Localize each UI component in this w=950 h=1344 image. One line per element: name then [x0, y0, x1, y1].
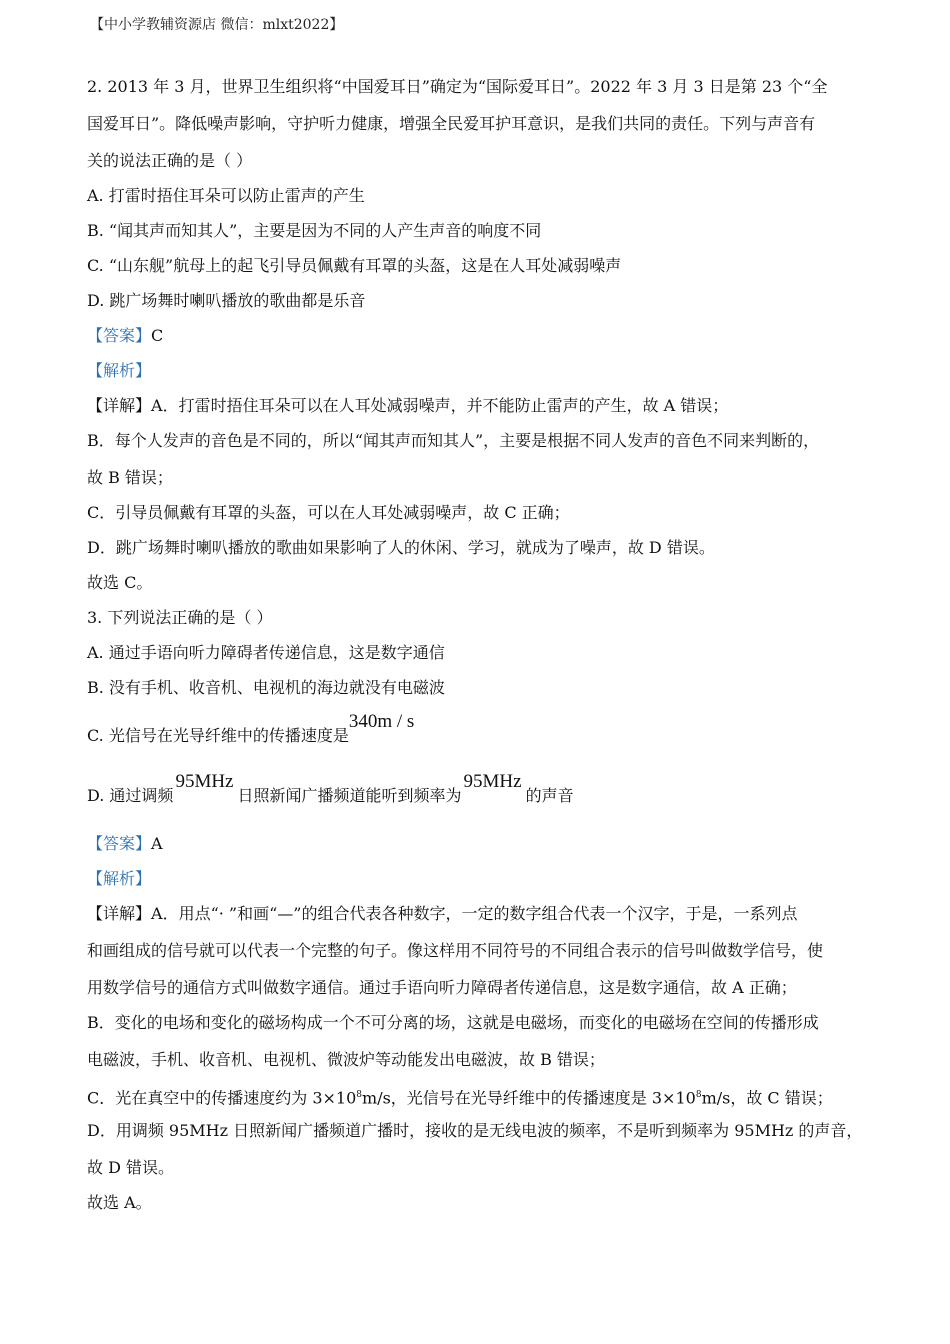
- q3-answer: [87, 834, 163, 854]
- q2-option-b: B. “闻其声而知其人”，主要是因为不同的人产生声音的响度不同: [87, 221, 542, 240]
- q2-detail-b-line1: B．每个人发声的音色是不同的，所以“闻其声而知其人”，主要是根据不同人发声的音色不同来判断的，: [87, 431, 820, 450]
- q3-detail-c: [87, 1085, 833, 1108]
- q3-option-d-text3: 的声音: [525, 786, 574, 805]
- q2-detail-d: D．跳广场舞时喇叭播放的歌曲如果影响了人的休闲、学习，就成为了噪声，故 D 错误。: [87, 538, 715, 557]
- q3-detail-c-exponent2: 8: [695, 1090, 702, 1100]
- q3-detail-tag: 【详解】: [87, 904, 152, 923]
- q3-option-c-formula: 340m / s: [348, 711, 415, 732]
- q2-detail-a-text: A．打雷时捂住耳朵可以在人耳处减弱噪声，并不能防止雷声的产生，故 A 错误；: [151, 396, 729, 415]
- q3-detail-c-part1: C．光在真空中的传播速度约为 3×10: [87, 1088, 357, 1108]
- q2-detail-b-line2: 故 B 错误；: [87, 468, 173, 487]
- q3-answer-value: A: [151, 834, 163, 853]
- q3-answer-tag: 【答案】: [87, 834, 152, 853]
- q2-detail-a: [87, 396, 728, 416]
- q3-detail-a-text: A．用点“· ”和画“—”的组合代表各种数字，一定的数字组合代表一个汉字，于是，一系列点: [151, 904, 798, 923]
- q3-detail-a-line2: 和画组成的信号就可以代表一个完整的句子。像这样用不同符号的不同组合表示的信号叫做数学信号，使: [87, 941, 824, 960]
- q3-option-b: B. 没有手机、收音机、电视机的海边就没有电磁波: [87, 678, 445, 697]
- q2-detail-c: C．引导员佩戴有耳罩的头盔，可以在人耳处减弱噪声，故 C 正确；: [87, 503, 570, 522]
- q2-answer-value: C: [151, 326, 164, 345]
- q3-analysis-tag: 【解析】: [87, 869, 152, 888]
- q2-stem-line2: 国爱耳日”。降低噪声影响，守护听力健康，增强全民爱耳护耳意识，是我们共同的责任。下列与声音有: [87, 114, 816, 133]
- q3-detail-c-part3: m/s，故 C 错误；: [701, 1088, 833, 1108]
- q3-option-d-text2: 日照新闻广播频道能听到频率为: [237, 786, 462, 805]
- q2-answer: [87, 326, 163, 346]
- q3-detail-c-part2: m/s，光信号在光导纤维中的传播速度是 3×10: [362, 1088, 696, 1108]
- q3-detail-a-line3: 用数学信号的通信方式叫做数字通信。通过手语向听力障碍者传递信息，这是数字通信，故 A 正确；: [87, 978, 797, 997]
- q3-option-d: [87, 771, 574, 806]
- q3-option-a: A. 通过手语向听力障碍者传递信息，这是数字通信: [87, 643, 445, 662]
- q3-detail-b-line1: B．变化的电场和变化的磁场构成一个不可分离的场，这就是电磁场，而变化的电磁场在空间的传播形成: [87, 1013, 819, 1032]
- q2-detail-tag: 【详解】: [87, 396, 152, 415]
- q3-stem: 3. 下列说法正确的是（ ）: [87, 608, 273, 627]
- q3-option-c-text: C. 光信号在光导纤维中的传播速度是: [87, 726, 349, 745]
- page-header-watermark: 【中小学教辅资源店 微信：mlxt2022】: [90, 17, 344, 33]
- q3-conclusion: 故选 A。: [87, 1193, 152, 1212]
- q3-detail-d-line1: D．用调频 95MHz 日照新闻广播频道广播时，接收的是无线电波的频率，不是听到频率为 95MHz 的声音，: [87, 1121, 863, 1140]
- q2-stem-line3: 关的说法正确的是（ ）: [87, 151, 253, 170]
- q2-conclusion: 故选 C。: [87, 573, 153, 592]
- q2-answer-tag: 【答案】: [87, 326, 152, 345]
- q3-option-d-formula1: 95MHz: [175, 771, 234, 792]
- q2-option-d: D. 跳广场舞时喇叭播放的歌曲都是乐音: [87, 291, 366, 310]
- q3-option-d-formula2: 95MHz: [463, 771, 522, 792]
- q2-option-c: C. “山东舰”航母上的起飞引导员佩戴有耳罩的头盔，这是在人耳处减弱噪声: [87, 256, 622, 275]
- q3-option-c: [87, 711, 415, 746]
- q3-detail-b-line2: 电磁波，手机、收音机、电视机、微波炉等动能发出电磁波，故 B 错误；: [87, 1050, 605, 1069]
- q3-option-d-text1: D. 通过调频: [87, 786, 174, 805]
- q3-detail-a-line1: [87, 904, 797, 924]
- q3-detail-c-exponent1: 8: [356, 1090, 363, 1100]
- q2-analysis-tag: 【解析】: [87, 361, 152, 380]
- q2-option-a: A. 打雷时捂住耳朵可以防止雷声的产生: [87, 186, 365, 205]
- q2-stem-line1: 2. 2013 年 3 月，世界卫生组织将“中国爱耳日”确定为“国际爱耳日”。2022 年 3 月 3 日是第 23 个“全: [87, 77, 828, 96]
- q3-detail-d-line2: 故 D 错误。: [87, 1158, 175, 1177]
